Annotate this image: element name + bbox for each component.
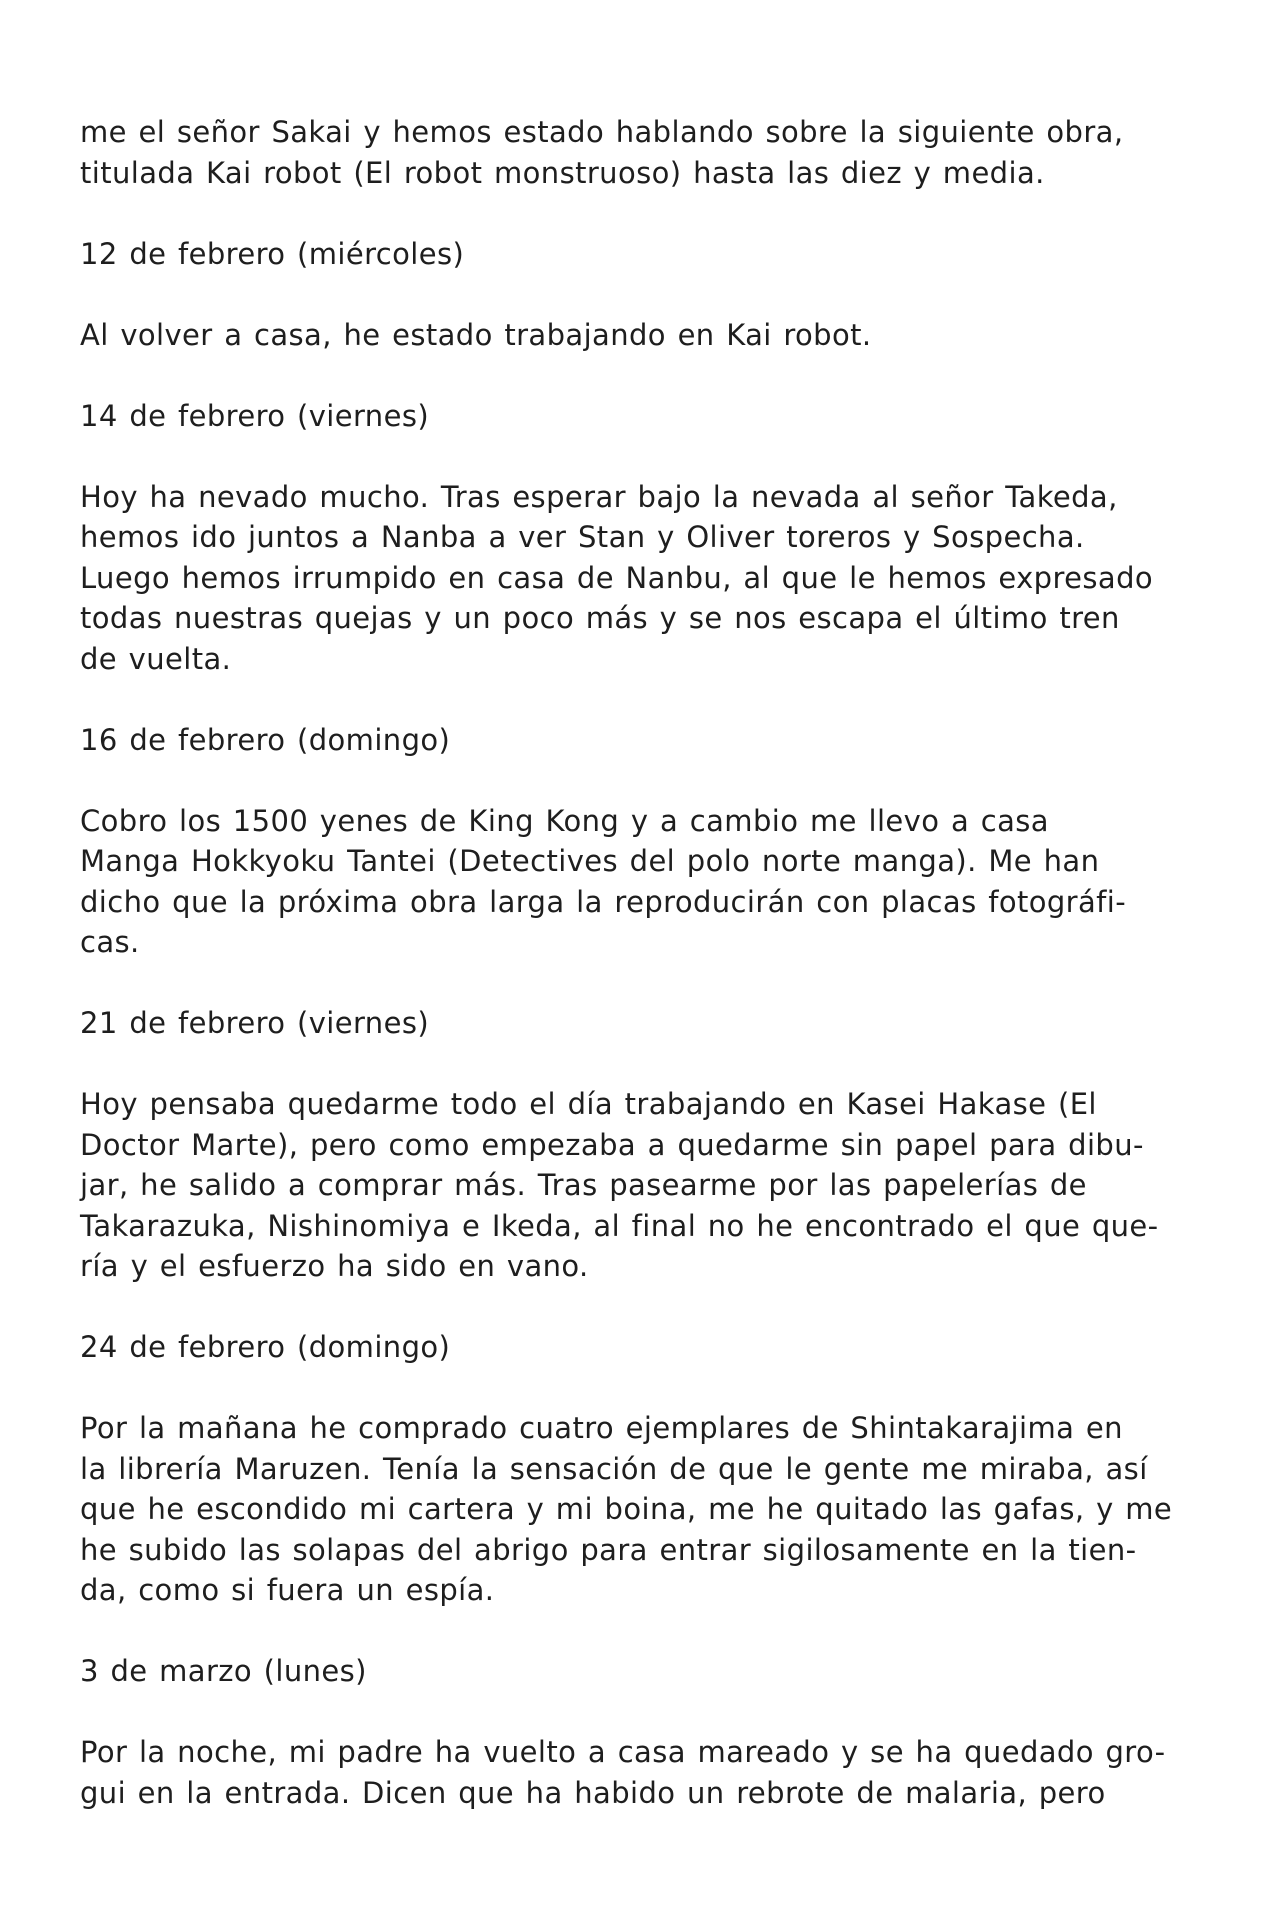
text-line: Hoy pensaba quedarme todo el día trabajando en Kasei Hakase (El bbox=[80, 1087, 1097, 1121]
text-line: Luego hemos irrumpido en casa de Nanbu, al que le hemos expresado bbox=[80, 560, 1154, 595]
diary-paragraph bbox=[80, 112, 1200, 193]
diary-page bbox=[80, 112, 1200, 1854]
text-line: 3 de marzo (lunes) bbox=[80, 1654, 367, 1688]
text-line: titulada Kai robot (El robot monstruoso) hasta las diez y media. bbox=[80, 155, 1045, 190]
text-line: todas nuestras quejas y un poco más y se nos escapa el último tren bbox=[80, 601, 1120, 635]
text-line: Hoy ha nevado mucho. Tras esperar bajo la nevada al señor Takeda, bbox=[80, 479, 1118, 514]
text-line: ría y el esfuerzo ha sido en vano. bbox=[80, 1249, 589, 1283]
text-line: gui en la entrada. Dicen que ha habido un rebrote de malaria, pero bbox=[80, 1775, 1106, 1810]
text-line: dicho que la próxima obra larga la reproducirán con placas fotográfi- bbox=[80, 884, 1127, 919]
text-line: Por la noche, mi padre ha vuelto a casa mareado y se ha quedado gro- bbox=[80, 1735, 1166, 1769]
diary-paragraph bbox=[80, 1408, 1200, 1611]
text-line: 12 de febrero (miércoles) bbox=[80, 236, 465, 271]
text-line: 21 de febrero (viernes) bbox=[80, 1006, 430, 1040]
diary-paragraph bbox=[80, 801, 1200, 963]
diary-paragraph bbox=[80, 477, 1200, 680]
text-line: 14 de febrero (viernes) bbox=[80, 398, 430, 433]
text-line: la librería Maruzen. Tenía la sensación de que le gente me miraba, así bbox=[80, 1451, 1148, 1486]
diary-paragraph bbox=[80, 1084, 1200, 1287]
diary-date-heading bbox=[80, 396, 1200, 437]
text-line: Cobro los 1500 yenes de King Kong y a cambio me llevo a casa bbox=[80, 803, 1049, 838]
text-line: cas. bbox=[80, 925, 140, 959]
text-line: Doctor Marte), pero como empezaba a quedarme sin papel para dibu- bbox=[80, 1127, 1144, 1162]
text-line: me el señor Sakai y hemos estado hablando sobre la siguiente obra, bbox=[80, 115, 1124, 149]
text-line: da, como si fuera un espía. bbox=[80, 1573, 495, 1607]
text-line: Manga Hokkyoku Tantei (Detectives del polo norte manga). Me han bbox=[80, 844, 1100, 878]
diary-date-heading bbox=[80, 1003, 1200, 1044]
text-line: he subido las solapas del abrigo para entrar sigilosamente en la tien- bbox=[80, 1532, 1137, 1567]
text-line: Takarazuka, Nishinomiya e Ikeda, al final no he encontrado el que que- bbox=[80, 1208, 1159, 1243]
diary-date-heading bbox=[80, 1651, 1200, 1692]
text-line: 24 de febrero (domingo) bbox=[80, 1330, 451, 1364]
text-line: Por la mañana he comprado cuatro ejemplares de Shintakarajima en bbox=[80, 1411, 1123, 1445]
diary-date-heading bbox=[80, 1327, 1200, 1368]
text-line: 16 de febrero (domingo) bbox=[80, 722, 451, 757]
text-line: de vuelta. bbox=[80, 641, 232, 676]
text-line: hemos ido juntos a Nanba a ver Stan y Oliver toreros y Sospecha. bbox=[80, 520, 1085, 554]
diary-paragraph bbox=[80, 1732, 1200, 1813]
text-line: jar, he salido a comprar más. Tras pasearme por las papelerías de bbox=[80, 1168, 1087, 1202]
diary-date-heading bbox=[80, 234, 1200, 275]
diary-paragraph bbox=[80, 315, 1200, 356]
diary-date-heading bbox=[80, 720, 1200, 761]
text-line: que he escondido mi cartera y mi boina, me he quitado las gafas, y me bbox=[80, 1492, 1173, 1526]
text-line: Al volver a casa, he estado trabajando en Kai robot. bbox=[80, 317, 872, 352]
